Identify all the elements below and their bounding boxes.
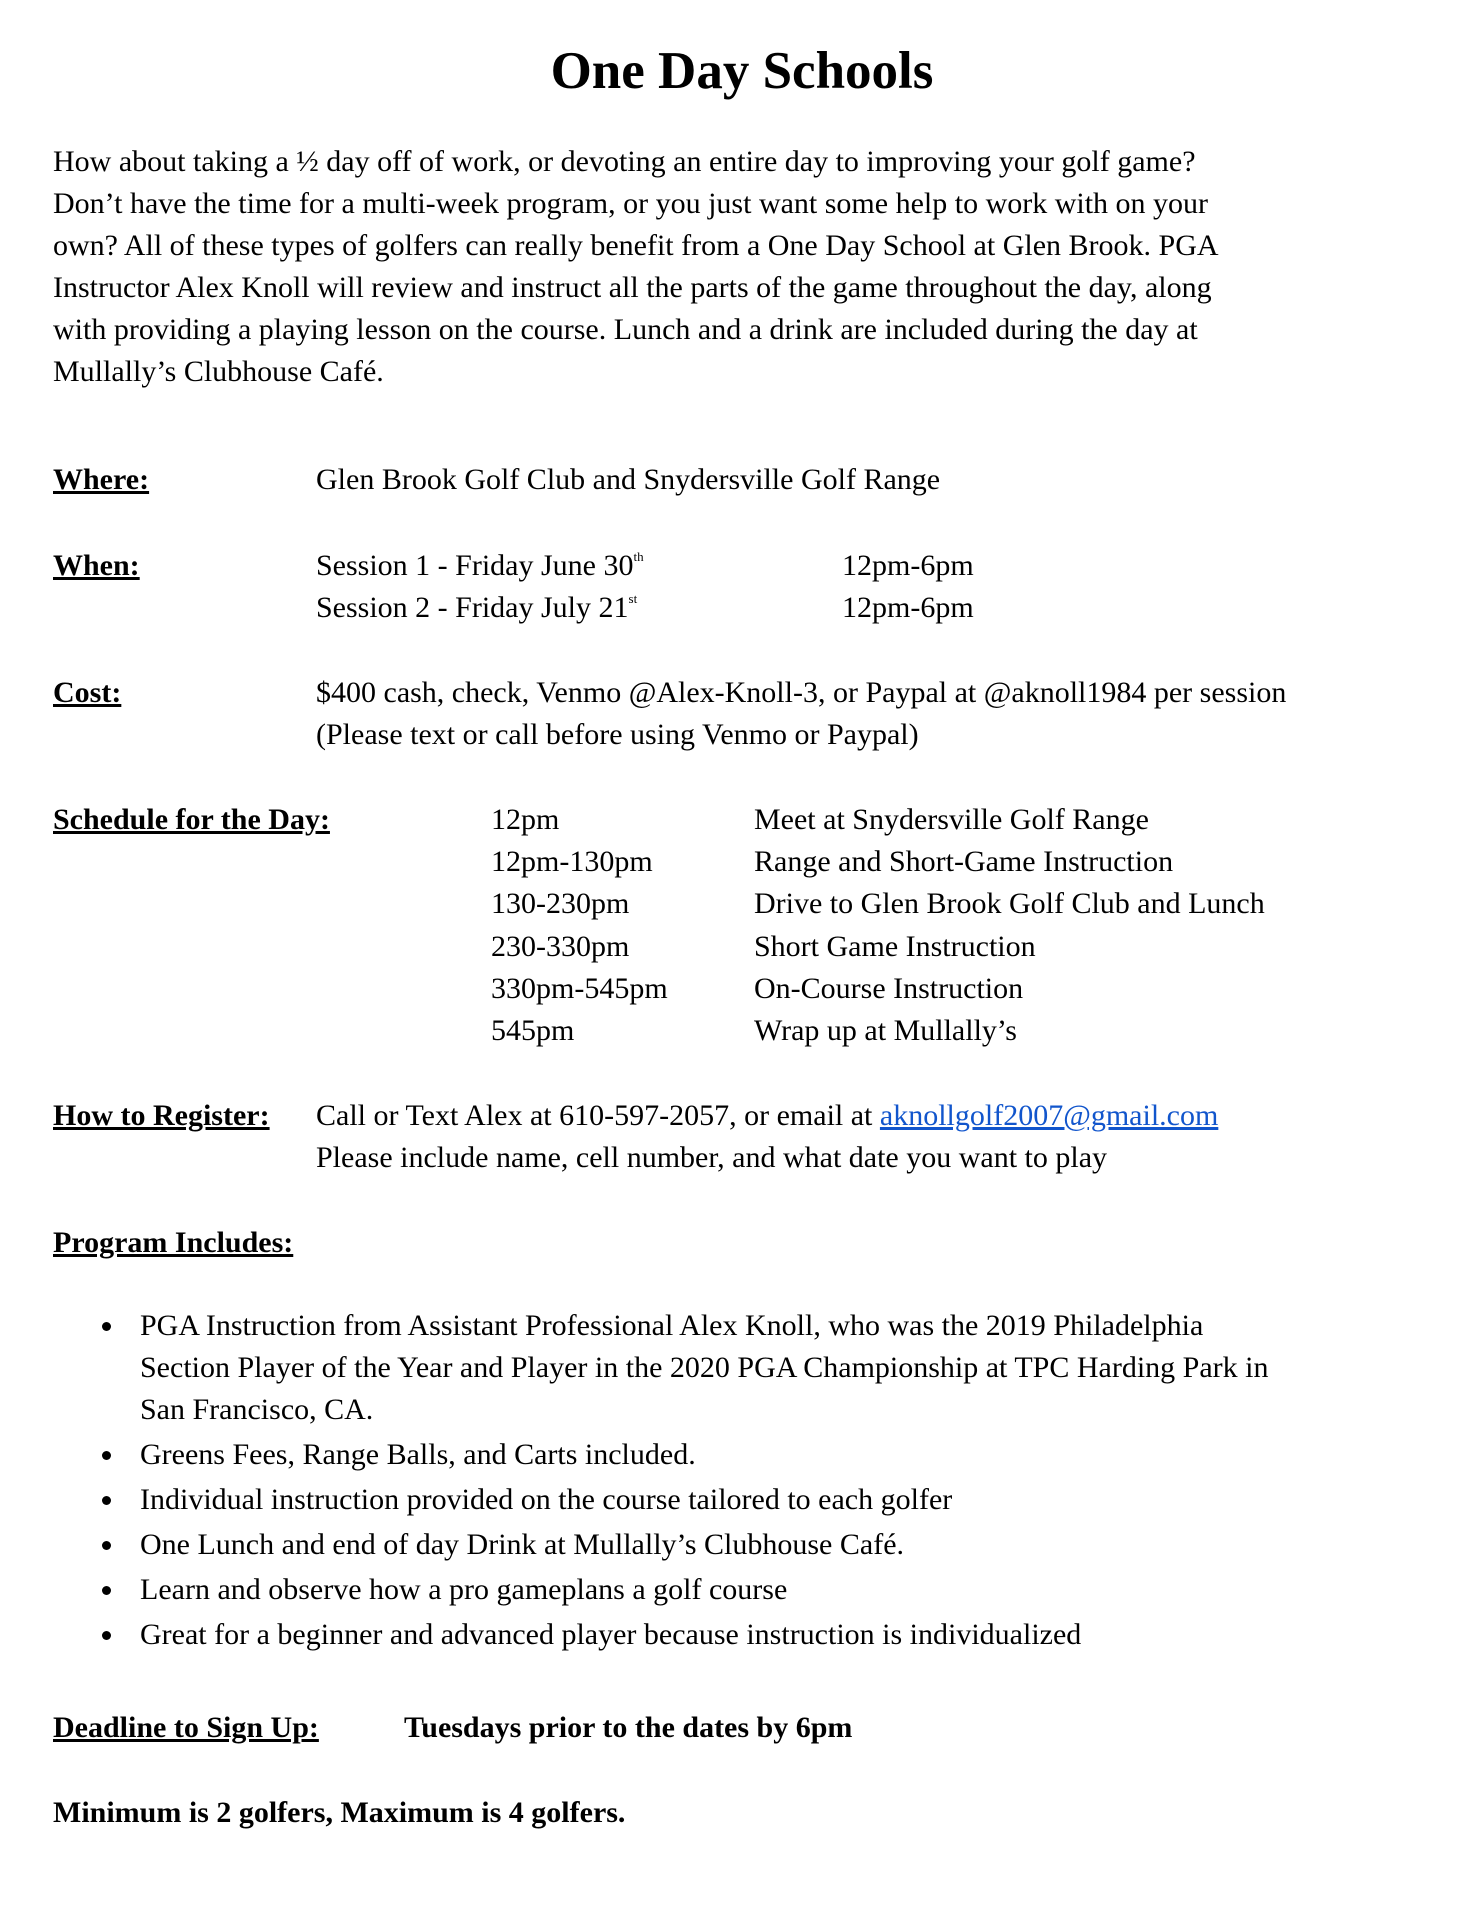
schedule-label: Schedule for the Day: [53, 803, 330, 836]
when-label: When: [53, 549, 140, 582]
list-item-line: Individual instruction provided on the course tailored to each golfer [140, 1483, 953, 1516]
bullet-icon [102, 1586, 111, 1595]
session-1-suffix: th [633, 549, 644, 564]
includes-label: Program Includes: [53, 1226, 294, 1259]
bullet-icon [102, 1541, 111, 1550]
schedule-activity: Wrap up at Mullally’s [754, 1014, 1017, 1047]
golfer-limits: Minimum is 2 golfers, Maximum is 4 golfers. [53, 1796, 626, 1829]
deadline-label: Deadline to Sign Up: [53, 1711, 319, 1744]
email-link[interactable]: aknollgolf2007@gmail.com [879, 1099, 1219, 1132]
session-2-suffix: st [628, 591, 638, 606]
deadline-value: Tuesdays prior to the dates by 6pm [404, 1711, 853, 1744]
list-item-line: One Lunch and end of day Drink at Mullally’s Clubhouse Café. [140, 1528, 905, 1561]
register-label: How to Register: [53, 1099, 270, 1132]
session-1-text: Session 1 - Friday June 30 [316, 549, 634, 582]
cost-label: Cost: [53, 676, 122, 709]
list-item [100, 1614, 1440, 1656]
schedule-time: 230-330pm [491, 930, 630, 963]
schedule-activity: On-Course Instruction [754, 972, 1024, 1005]
register-line-1 [316, 1095, 1218, 1137]
schedule-time: 330pm-545pm [491, 972, 668, 1005]
schedule-time: 12pm [491, 803, 560, 836]
intro-line: with providing a playing lesson on the course. Lunch and a drink are included during the day at [53, 313, 1198, 346]
where-value: Glen Brook Golf Club and Snydersville Golf Range [316, 463, 941, 496]
list-item-line: Learn and observe how a pro gameplans a golf course [140, 1573, 788, 1606]
list-item [100, 1569, 1440, 1611]
bullet-icon [102, 1322, 111, 1331]
intro-line: Instructor Alex Knoll will review and instruct all the parts of the game throughout the day, along [53, 271, 1212, 304]
session-2-date [316, 587, 637, 629]
page-title: One Day Schools [550, 42, 934, 100]
session-1-time: 12pm-6pm [842, 549, 974, 582]
intro-line: How about taking a ½ day off of work, or devoting an entire day to improving your golf game? [53, 145, 1196, 178]
list-item [100, 1479, 1440, 1521]
list-item-line: Greens Fees, Range Balls, and Carts included. [140, 1438, 696, 1471]
intro-paragraph [53, 141, 1433, 393]
list-item [100, 1434, 1440, 1476]
intro-line: Mullally’s Clubhouse Café. [53, 355, 384, 388]
schedule-time: 12pm-130pm [491, 845, 653, 878]
list-item [100, 1524, 1440, 1566]
where-label: Where: [53, 463, 150, 496]
register-instructions: Call or Text Alex at 610-597-2057, or email at [316, 1099, 880, 1132]
schedule-activity: Short Game Instruction [754, 930, 1036, 963]
list-item-line: San Francisco, CA. [140, 1393, 374, 1426]
list-item-line: Great for a beginner and advanced player because instruction is individualized [140, 1618, 1082, 1651]
bullet-icon [102, 1631, 111, 1640]
schedule-time: 130-230pm [491, 887, 630, 920]
cost-line-1: $400 cash, check, Venmo @Alex-Knoll-3, or Paypal at @aknoll1984 per session [316, 676, 1287, 709]
bullet-icon [102, 1496, 111, 1505]
intro-line: Don’t have the time for a multi-week program, or you just want some help to work with on your [53, 187, 1209, 220]
intro-line: own? All of these types of golfers can really benefit from a One Day School at Glen Brook. PGA [53, 229, 1219, 262]
bullet-icon [102, 1451, 111, 1460]
schedule-time: 545pm [491, 1014, 575, 1047]
session-2-time: 12pm-6pm [842, 591, 974, 624]
schedule-activity: Drive to Glen Brook Golf Club and Lunch [754, 887, 1265, 920]
register-line-2: Please include name, cell number, and what date you want to play [316, 1141, 1108, 1174]
includes-list [100, 1305, 1440, 1659]
schedule-activity: Range and Short-Game Instruction [754, 845, 1174, 878]
schedule-activity: Meet at Snydersville Golf Range [754, 803, 1149, 836]
cost-line-2: (Please text or call before using Venmo or Paypal) [316, 718, 919, 751]
session-1-date [316, 545, 644, 587]
list-item-line: Section Player of the Year and Player in the 2020 PGA Championship at TPC Harding Park in [140, 1351, 1269, 1384]
list-item [100, 1305, 1440, 1431]
list-item-line: PGA Instruction from Assistant Professional Alex Knoll, who was the 2019 Philadelphia [140, 1309, 1204, 1342]
session-2-text: Session 2 - Friday July 21 [316, 591, 629, 624]
